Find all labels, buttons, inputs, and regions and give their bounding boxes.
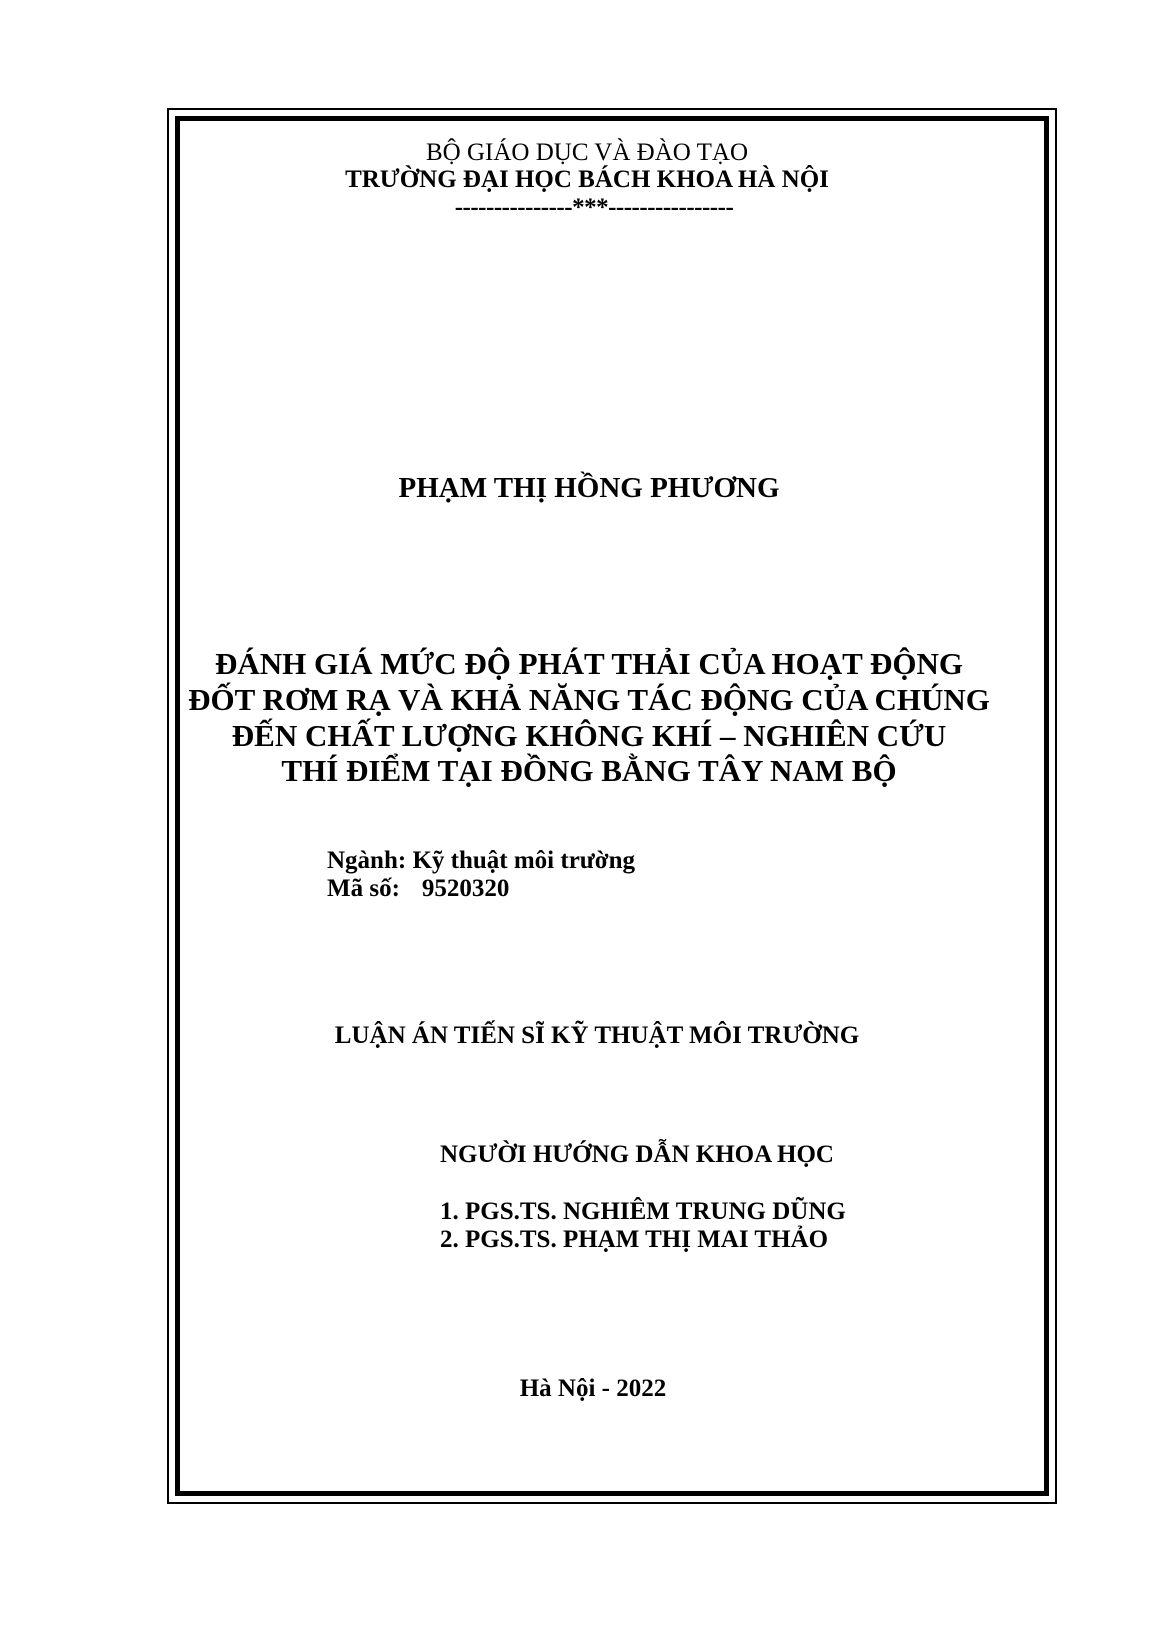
advisor-item-1: 1. PGS.TS. NGHIÊM TRUNG DŨNG bbox=[440, 1198, 846, 1225]
degree-title: LUẬN ÁN TIẾN SĨ KỸ THUẬT MÔI TRƯỜNG bbox=[334, 1022, 860, 1049]
code-label: Mã số: bbox=[327, 875, 400, 902]
thesis-title-line-2: ĐỐT RƠM RẠ VÀ KHẢ NĂNG TÁC ĐỘNG CỦA CHÚNG bbox=[188, 682, 990, 717]
code-value: 9520320 bbox=[421, 875, 510, 902]
university-name: TRƯỜNG ĐẠI HỌC BÁCH KHOA HÀ NỘI bbox=[345, 166, 829, 193]
major-value: Kỹ thuật môi trường bbox=[412, 847, 636, 874]
header-divider: ---------------***---------------- bbox=[454, 194, 734, 221]
code-line bbox=[327, 876, 509, 901]
cover-border-outer bbox=[167, 108, 1057, 1504]
major-line bbox=[327, 848, 635, 873]
thesis-title-line-3: ĐẾN CHẤT LƯỢNG KHÔNG KHÍ – NGHIÊN CỨU bbox=[231, 718, 947, 753]
author-name: PHẠM THỊ HỒNG PHƯƠNG bbox=[398, 472, 780, 504]
thesis-title-line-4: THÍ ĐIỂM TẠI ĐỒNG BẰNG TÂY NAM BỘ bbox=[281, 753, 897, 788]
ministry-name: BỘ GIÁO DỤC VÀ ĐÀO TẠO bbox=[426, 139, 748, 166]
thesis-title-line-1: ĐÁNH GIÁ MỨC ĐỘ PHÁT THẢI CỦA HOẠT ĐỘNG bbox=[214, 646, 964, 681]
place-and-year: Hà Nội - 2022 bbox=[519, 1375, 667, 1402]
cover-border-inner bbox=[175, 116, 1049, 1496]
major-label: Ngành: bbox=[327, 847, 407, 874]
advisor-item-2: 2. PGS.TS. PHẠM THỊ MAI THẢO bbox=[440, 1226, 829, 1253]
advisors-heading: NGƯỜI HƯỚNG DẪN KHOA HỌC bbox=[440, 1141, 834, 1168]
